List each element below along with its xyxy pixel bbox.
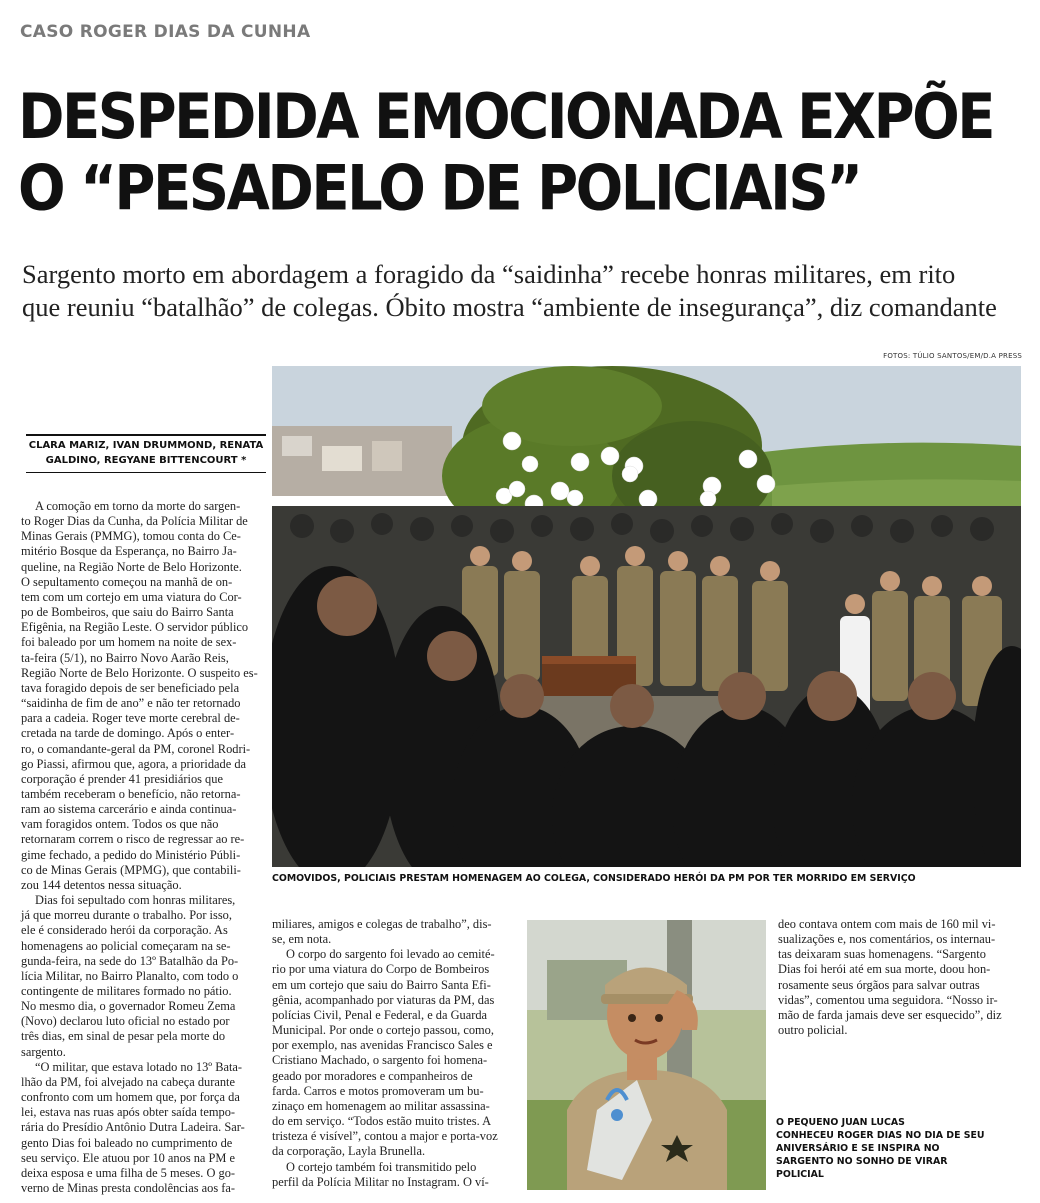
article-text-line: deixa esposa e uma filha de 5 meses. O go-	[21, 1165, 236, 1180]
subheadline	[22, 258, 1032, 324]
photo-credit: FOTOS: TÚLIO SANTOS/EM/D.A PRESS	[883, 352, 1022, 360]
article-text-line: gunda-feira, na sede do 13º Batalhão da Po-	[21, 953, 239, 968]
article-text-line: Dias foi sepultado com honras militares,	[35, 893, 236, 908]
child-saluting-illustration	[527, 920, 766, 1190]
article-text-line: três dias, em sinal de pesar pela morte do	[21, 1029, 226, 1044]
article-text-line: ram ao sistema carcerário e ainda continua-	[21, 802, 237, 817]
article-text-line: queline, na Região Norte de Belo Horizonte.	[21, 559, 242, 574]
article-text-line: retornaram correm o risco de regressar ao re-	[21, 832, 245, 847]
caption-line: SARGENTO NO SONHO DE VIRAR	[776, 1156, 948, 1167]
article-text-line: corporação é prender 41 presidiários que	[21, 771, 223, 786]
article-text-line: deo contava ontem com mais de 160 mil vi-	[778, 917, 996, 931]
subheadline-line: que reuniu “batalhão” de colegas. Óbito mostra “ambiente de insegurança”, diz comandante	[22, 292, 997, 322]
article-text-line: da corporação, Layla Brunella.	[272, 1144, 426, 1159]
article-text-line: po de Bombeiros, que saiu do Bairro Santa	[21, 605, 234, 620]
article-text-line: ro, o comandante-geral da PM, coronel Rodri-	[21, 741, 251, 756]
article-text-line: miliares, amigos e colegas de trabalho”, dis-	[272, 917, 492, 931]
subheadline-line: Sargento morto em abordagem a foragido da “saidinha” recebe honras militares, em rito	[22, 259, 956, 289]
article-text-line: contingente de militares formado no pátio.	[21, 984, 232, 998]
article-column-1	[21, 499, 266, 1196]
article-text-line: vidas”, comentou uma seguidora. “Nosso ir-	[778, 992, 998, 1007]
article-text-line: Cristiano Machado, o sargento foi homena-	[272, 1053, 488, 1068]
byline-line: GALDINO, REGYANE BITTENCOURT *	[45, 455, 247, 466]
caption-line: POLICIAL	[776, 1169, 824, 1180]
article-text-line: ta-feira (5/1), no Bairro Novo Aarão Reis,	[21, 650, 229, 665]
article-text-line: rosamente seus órgãos para salvar outras	[778, 977, 980, 992]
article-text-line: mitério Bosque da Esperança, no Bairro Ja-	[21, 544, 237, 559]
secondary-photo-caption	[776, 1116, 1026, 1181]
article-text-line: O sepultamento começou na manhã de on-	[21, 574, 233, 589]
article-text-line: (Novo) declarou luto oficial no estado por	[21, 1014, 230, 1029]
article-text-line: go Piassi, afirmou que, agora, a prioridade da	[21, 756, 247, 771]
headline-line: O “PESADELO DE POLICIAIS”	[18, 152, 861, 226]
byline-line: CLARA MARIZ, IVAN DRUMMOND, RENATA	[28, 440, 264, 451]
article-text-line: confronto com um homem que, por força da	[21, 1090, 240, 1105]
article-text-line: rária do Presídio Antônio Dutra Ladeira. Sar-	[21, 1120, 245, 1135]
article-text-line: Região Norte de Belo Horizonte. O suspeito es-	[21, 665, 258, 680]
article-text-line: lhão da PM, foi alvejado na cabeça durante	[21, 1074, 235, 1089]
article-text-line: gênia, acompanhado por viaturas da PM, das	[272, 992, 495, 1007]
caption-line: O PEQUENO JUAN LUCAS	[776, 1117, 905, 1128]
article-text-line: sargento.	[21, 1044, 66, 1059]
article-text-line: perfil da Polícia Militar no Instagram. O ví-	[272, 1174, 489, 1189]
article-text-line: rio por uma viatura do Corpo de Bombeiros	[272, 962, 490, 977]
headline-line: DESPEDIDA EMOCIONADA EXPÕE	[18, 80, 993, 154]
article-text-line: verno de Minas presta condolências aos fa-	[21, 1181, 236, 1196]
article-text-line: No mesmo dia, o governador Romeu Zema	[21, 999, 236, 1014]
article-text-line: seu serviço. Ele atuou por 10 anos na PM e	[21, 1150, 236, 1165]
article-text-line: “O militar, que estava lotado no 13º Bata-	[35, 1059, 243, 1074]
article-text-line: Minas Gerais (PMMG), tomou conta do Ce-	[21, 529, 241, 544]
article-text-line: polícias Civil, Penal e Federal, e da Guarda	[272, 1007, 488, 1022]
article-text-line: tas deixaram suas homenagens. “Sargento	[778, 947, 986, 962]
secondary-photo	[527, 920, 766, 1190]
article-text-line: já que morreu durante o trabalho. Por isso,	[21, 908, 232, 923]
article-text-line: tem com um cortejo em uma viatura do Cor-	[21, 589, 242, 604]
caption-line: ANIVERSÁRIO E SE INSPIRA NO	[776, 1143, 940, 1154]
article-column-3	[778, 917, 1023, 1038]
article-text-line: mão de farda jamais deve ser esquecido”, diz	[778, 1007, 1002, 1022]
article-text-line: tristeza é visível”, contou a major e porta-voz	[272, 1129, 498, 1144]
article-text-line: também receberam o benefício, não retorna-	[21, 786, 241, 801]
article-text-line: gime fechado, a pedido do Ministério Públi-	[21, 847, 241, 862]
article-text-line: to Roger Dias da Cunha, da Polícia Militar de	[21, 514, 248, 529]
article-text-line: tava foragido depois de ser beneficiado pela	[21, 680, 240, 695]
article-text-line: em um cortejo que saiu do Bairro Santa Efi-	[272, 977, 491, 992]
article-text-line: Dias foi herói até em sua morte, doou hon-	[778, 962, 991, 977]
article-text-line: se, em nota.	[272, 932, 332, 947]
article-text-line: lei, estava nas ruas após obter saída tempo-	[21, 1105, 236, 1120]
headline	[18, 82, 1028, 225]
article-text-line: zinaço em homenagem ao militar assassina-	[272, 1098, 490, 1113]
section-kicker: CASO ROGER DIAS DA CUNHA	[20, 22, 311, 42]
article-text-line: vam foragidos ontem. Todos os que não	[21, 817, 219, 832]
article-text-line: do em serviço. “Todos estão muito tristes. A	[272, 1114, 492, 1129]
main-photo	[272, 366, 1021, 867]
main-photo-caption: COMOVIDOS, POLICIAIS PRESTAM HOMENAGEM AO COLEGA, CONSIDERADO HERÓI DA PM POR TER MORRIDO EM SERVIÇO	[272, 873, 916, 884]
article-text-line: outro policial.	[778, 1023, 848, 1038]
article-text-line: O cortejo também foi transmitido pelo	[286, 1159, 477, 1174]
article-text-line: por exemplo, nas avenidas Francisco Sales e	[272, 1038, 493, 1053]
article-text-line: A comoção em torno da morte do sargen-	[35, 499, 241, 513]
byline	[26, 434, 266, 473]
article-text-line: gento Dias foi baleado no cumprimento de	[21, 1135, 233, 1150]
article-text-line: ele é considerado herói da corporação. As	[21, 923, 228, 938]
article-text-line: homenagens ao policial começaram na se-	[21, 938, 231, 953]
article-text-line: foi baleado por um homem na noite de sex-	[21, 635, 237, 650]
article-text-line: lícia Militar, no Bairro Planalto, com todo o	[21, 968, 239, 983]
article-text-line: sualizações e, nos comentários, os internau-	[778, 932, 996, 947]
article-text-line: geado por moradores e companheiros de	[272, 1068, 473, 1083]
article-text-line: zou 144 detentos nessa situação.	[21, 877, 182, 892]
article-column-2	[272, 917, 517, 1190]
funeral-scene-illustration	[272, 366, 1021, 867]
caption-line: CONHECEU ROGER DIAS NO DIA DE SEU	[776, 1130, 985, 1141]
article-text-line: Efigênia, na Região Leste. O servidor público	[21, 620, 249, 635]
article-text-line: Municipal. Por onde o cortejo passou, como,	[272, 1023, 494, 1038]
article-text-line: farda. Carros e motos promoveram um bu-	[272, 1083, 484, 1098]
article-text-line: O corpo do sargento foi levado ao cemité-	[286, 947, 495, 962]
article-text-line: cretada na tarde de domingo. Após o enter-	[21, 726, 235, 741]
article-text-line: “saidinha de fim de ano” e não ter retornado	[21, 696, 241, 711]
article-text-line: co de Minas Gerais (MPMG), que contabili-	[21, 862, 241, 877]
article-text-line: para a cadeia. Roger teve morte cerebral de-	[21, 711, 240, 726]
